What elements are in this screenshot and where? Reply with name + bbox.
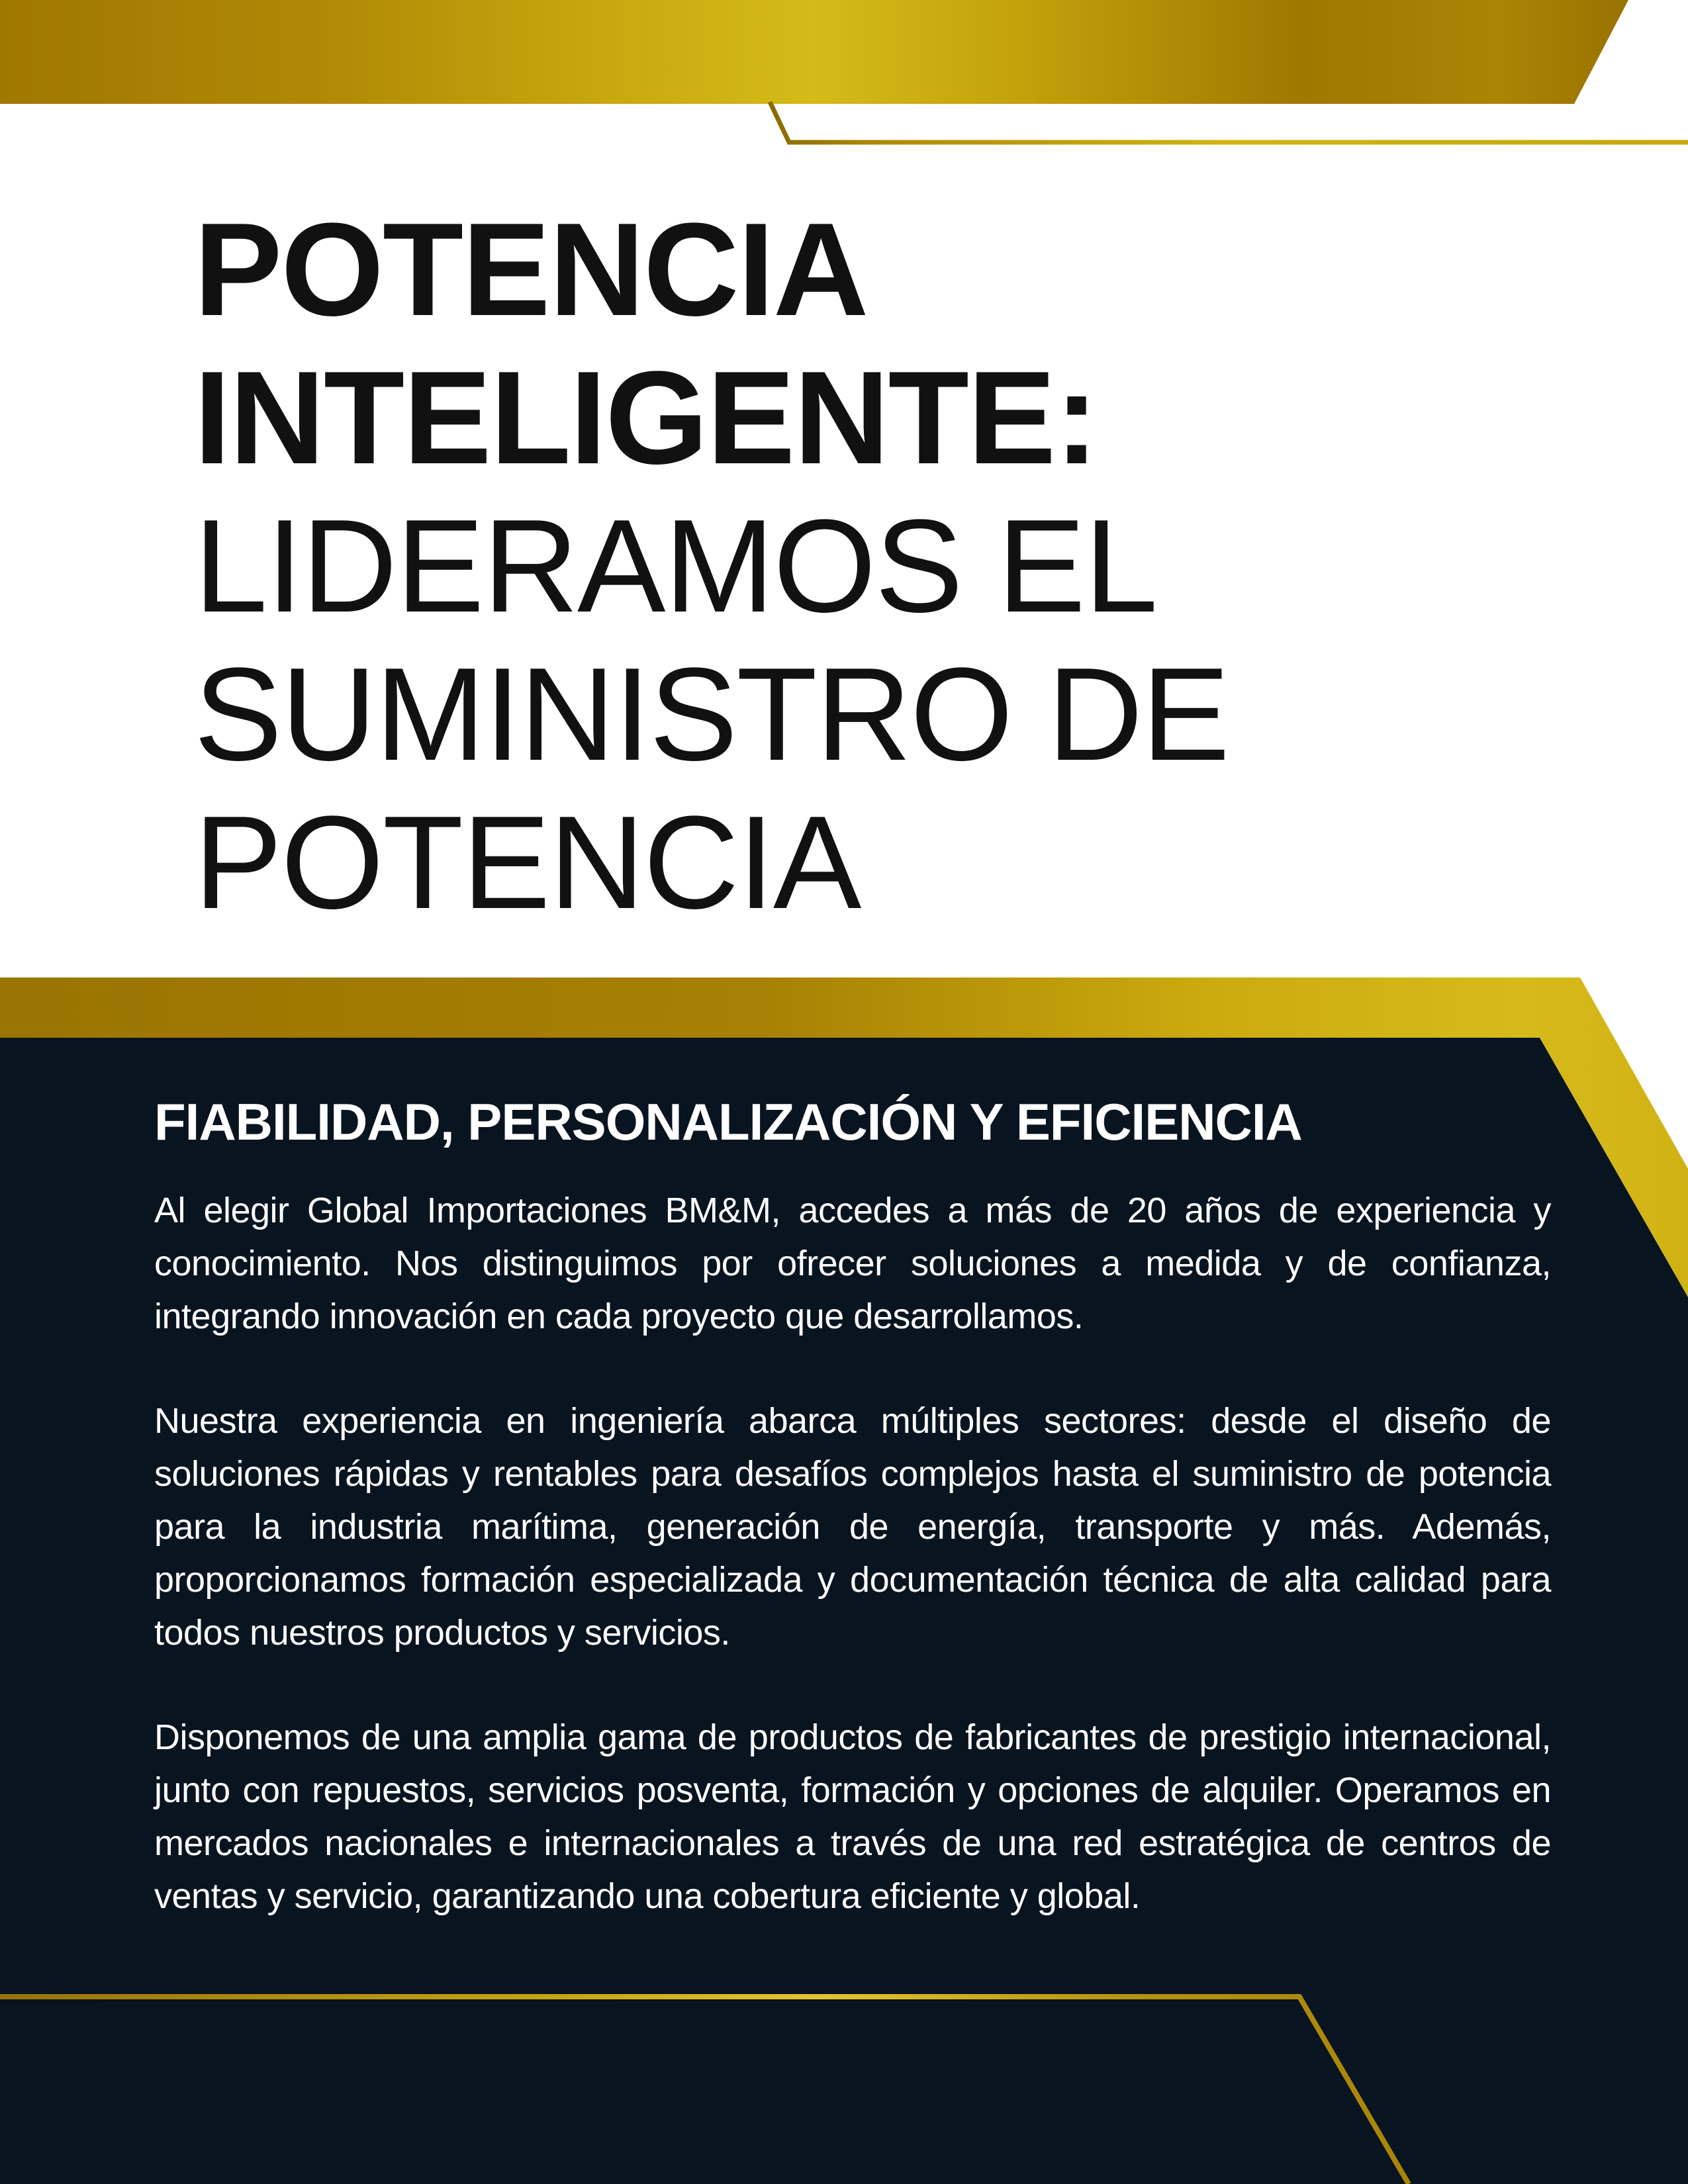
body-paragraph-1: Al elegir Global Importaciones BM&M, accedes a más de 20 años de experiencia y conocimiento. Nos distinguimos por ofrecer soluciones a medida y de confianza, integrando innovación en cada proyecto que desarrollamos.: [154, 1191, 1551, 1336]
top-accent-line: [770, 102, 1688, 142]
hero-title-line-1: POTENCIA: [194, 196, 868, 343]
section-subheading: FIABILIDAD, PERSONALIZACIÓN Y EFICIENCIA: [154, 1093, 1302, 1151]
hero-title-line-5: POTENCIA: [194, 789, 861, 936]
hero-title-line-4: SUMINISTRO DE: [194, 641, 1229, 788]
body-paragraph-3: Disponemos de una amplia gama de productos de fabricantes de prestigio internacional, junto con repuestos, servicios posventa, formación y opciones de alquiler. Operamos en mercados nacionales e internacionales a través de una red estratégica de centros de ventas y servicio, garantizando una cobertura eficiente y global.: [154, 1717, 1551, 1916]
hero-heading: [194, 196, 1229, 937]
info-section: [154, 1089, 1551, 1923]
hero-title-line-3: LIDERAMOS EL: [194, 492, 1157, 640]
top-gold-band: [0, 0, 1628, 104]
hero-title-line-2: INTELIGENTE:: [194, 344, 1098, 492]
body-paragraph-2: Nuestra experiencia en ingeniería abarca múltiples sectores: desde el diseño de soluciones rápidas y rentables para desafíos complejos hasta el suministro de potencia para la industria marítima, generación de energía, transporte y más. Además, proporcionamos formación especializada y documentación técnica de alta calidad para todos nuestros productos y servicios.: [154, 1401, 1551, 1653]
